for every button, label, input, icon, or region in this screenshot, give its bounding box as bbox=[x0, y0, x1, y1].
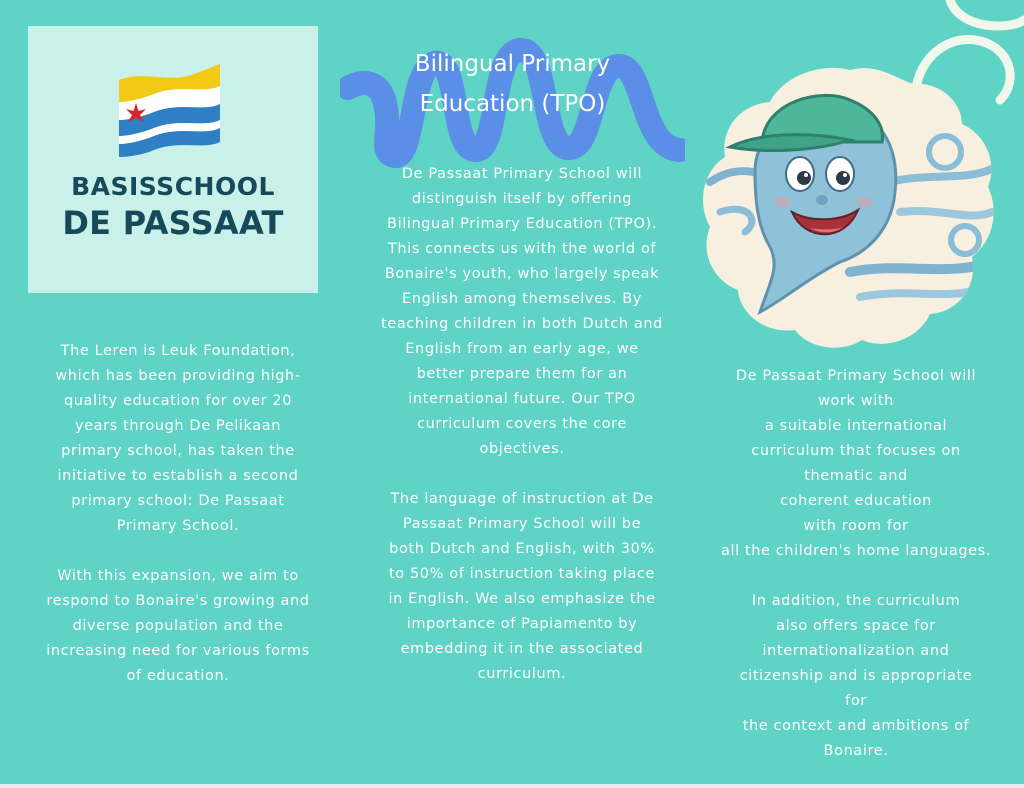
text-line: teaching children in both Dutch and bbox=[381, 316, 663, 332]
text-line: curriculum covers the core bbox=[417, 416, 627, 432]
text-line: Bonaire's youth, who largely speak bbox=[384, 266, 660, 282]
text-line: embedding it in the associated bbox=[400, 641, 644, 657]
text-line: Passaat Primary School will be bbox=[402, 516, 642, 532]
text-line: initiative to establish a second bbox=[57, 468, 299, 484]
text-line: also offers space for bbox=[776, 618, 936, 634]
text-line: both Dutch and English, with 30% bbox=[389, 541, 655, 557]
text-line: which has been providing high- bbox=[55, 368, 301, 384]
text-line: internationalization and bbox=[762, 643, 950, 659]
text-line: increasing need for various forms bbox=[46, 643, 310, 659]
school-logo bbox=[28, 26, 318, 293]
text-line: English from an early age, we bbox=[405, 341, 639, 357]
text-line: international future. Our TPO bbox=[408, 391, 636, 407]
text-line: curriculum that focuses on bbox=[751, 443, 961, 459]
text-line: for bbox=[845, 693, 867, 709]
page-title bbox=[370, 44, 655, 124]
text-line: coherent education bbox=[780, 493, 932, 509]
text-line: years through De Pelikaan bbox=[74, 418, 282, 434]
text-line: With this expansion, we aim to bbox=[57, 568, 299, 584]
text-line: citizenship and is appropriate bbox=[739, 668, 973, 684]
title-line-2: Education (TPO) bbox=[419, 91, 606, 117]
logo-line-2: DE PASSAAT bbox=[62, 204, 284, 242]
text-line: primary school, has taken the bbox=[61, 443, 295, 459]
logo-line-1: BASISSCHOOL bbox=[71, 172, 275, 201]
text-line: Bonaire. bbox=[823, 743, 889, 759]
text-line: in English. We also emphasize the bbox=[388, 591, 656, 607]
text-line: diverse population and the bbox=[72, 618, 284, 634]
wind-mascot-icon bbox=[700, 62, 1000, 352]
text-line: Bilingual Primary Education (TPO). bbox=[387, 216, 657, 232]
text-line: distinguish itself by offering bbox=[411, 191, 633, 207]
text-line: a suitable international bbox=[764, 418, 948, 434]
text-line: In addition, the curriculum bbox=[751, 593, 961, 609]
text-line: De Passaat Primary School will bbox=[401, 166, 643, 182]
text-line: objectives. bbox=[479, 441, 565, 457]
text-line: work with bbox=[818, 393, 894, 409]
text-line: the context and ambitions of bbox=[742, 718, 970, 734]
text-line: This connects us with the world of bbox=[387, 241, 657, 257]
text-line: Primary School. bbox=[116, 518, 240, 534]
text-line: English among themselves. By bbox=[402, 291, 642, 307]
title-line-1: Bilingual Primary bbox=[414, 51, 611, 77]
text-line: De Passaat Primary School will bbox=[735, 368, 977, 384]
text-line: primary school: De Passaat bbox=[71, 493, 285, 509]
page-bottom-edge bbox=[0, 784, 1024, 788]
bonaire-flag-icon bbox=[114, 62, 224, 158]
text-line: to 50% of instruction taking place bbox=[389, 566, 655, 582]
text-line: curriculum. bbox=[477, 666, 567, 682]
right-text-column bbox=[700, 364, 1012, 764]
middle-text-column bbox=[362, 162, 682, 687]
text-line: all the children's home languages. bbox=[720, 543, 992, 559]
text-line: better prepare them for an bbox=[416, 366, 628, 382]
text-line: quality education for over 20 bbox=[63, 393, 293, 409]
text-line: with room for bbox=[803, 518, 909, 534]
text-line: The Leren is Leuk Foundation, bbox=[60, 343, 296, 359]
text-line: respond to Bonaire's growing and bbox=[46, 593, 310, 609]
left-text-column bbox=[28, 339, 328, 689]
text-line: of education. bbox=[126, 668, 230, 684]
text-line: importance of Papiamento by bbox=[406, 616, 638, 632]
text-line: The language of instruction at De bbox=[390, 491, 654, 507]
text-line: thematic and bbox=[804, 468, 908, 484]
